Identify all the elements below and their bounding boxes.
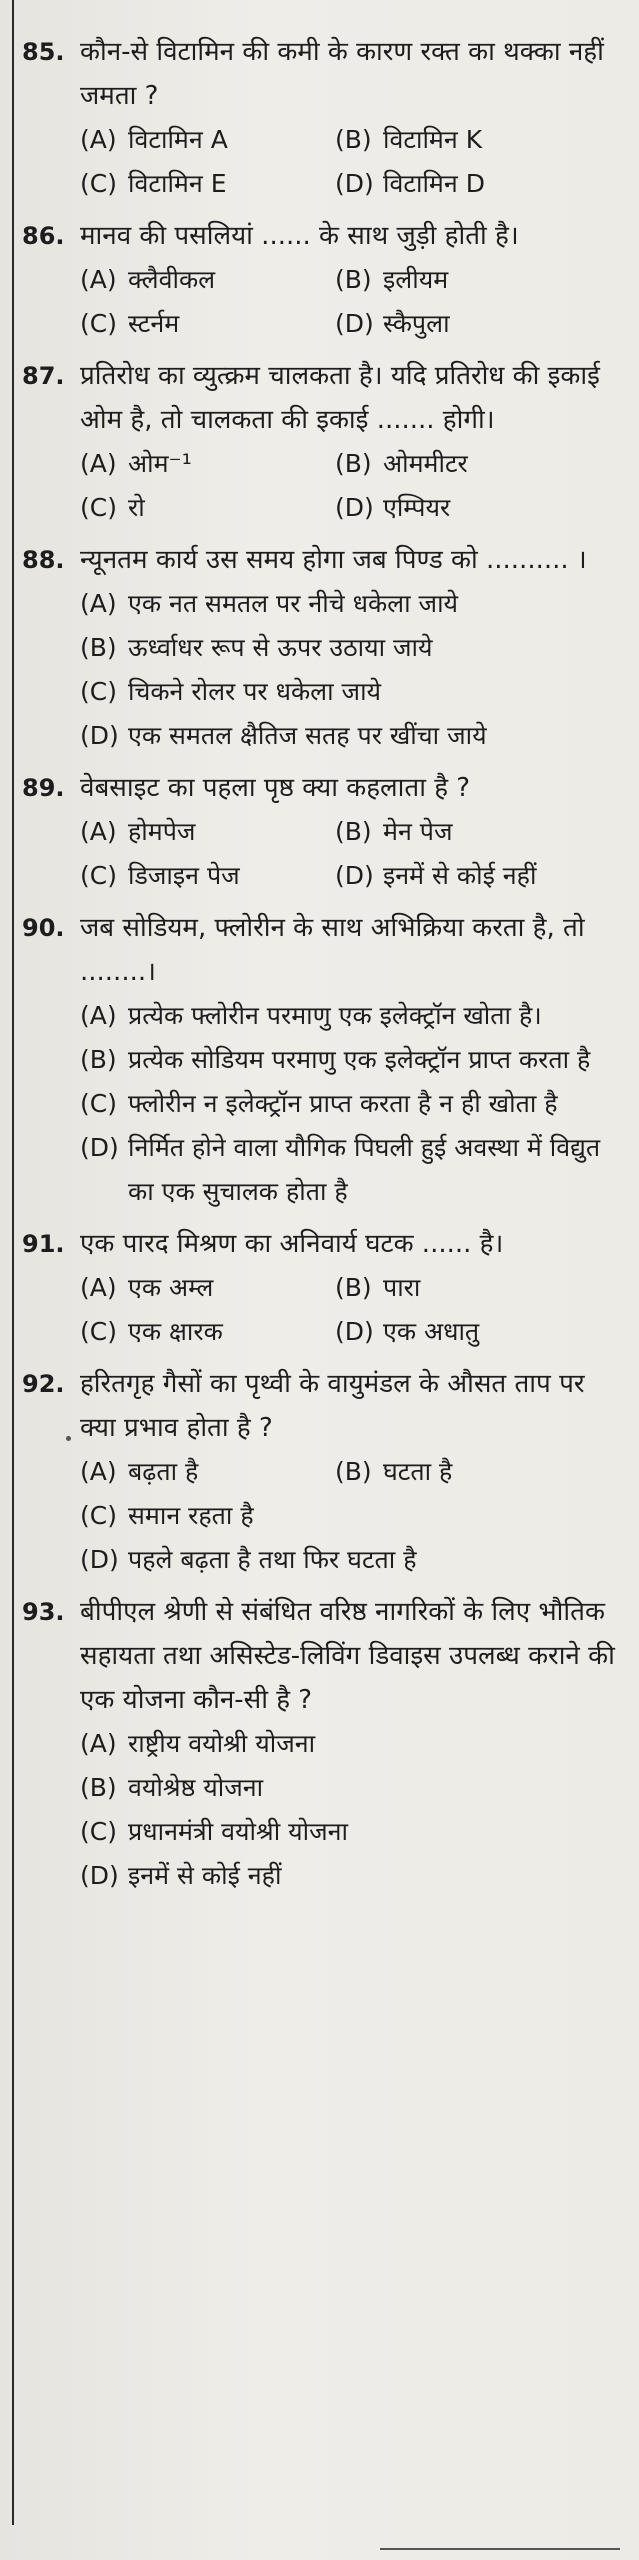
options (80, 118, 627, 206)
options (80, 1450, 627, 1582)
option (80, 442, 335, 486)
option-row (80, 442, 627, 486)
option-label: (B) (335, 265, 372, 294)
question-number: 86. (22, 222, 65, 250)
options (80, 810, 627, 898)
option-text: डिजाइन पेज (128, 861, 240, 890)
options (80, 582, 627, 758)
option-label: (A) (80, 1273, 117, 1302)
option (80, 258, 335, 302)
option-label: (D) (335, 309, 374, 338)
option-text: प्रत्येक सोडियम परमाणु एक इलेक्ट्रॉन प्राप्त करता है (128, 1045, 591, 1074)
option-label: (D) (335, 861, 374, 890)
option-row (80, 1450, 627, 1494)
option-text: प्रधानमंत्री वयोश्री योजना (128, 1817, 348, 1846)
option-text: बढ़ता है (128, 1457, 199, 1486)
option-label: (C) (80, 1089, 117, 1118)
option-label: (C) (80, 1817, 117, 1846)
option-row (80, 810, 627, 854)
option (80, 714, 625, 758)
option-label: (C) (80, 861, 117, 890)
question (22, 214, 627, 346)
option-text: पहले बढ़ता है तथा फिर घटता है (128, 1545, 417, 1574)
option (80, 854, 335, 898)
option-label: (D) (80, 1545, 119, 1574)
question-text: मानव की पसलियां ...... के साथ जुड़ी होती है। (80, 221, 519, 251)
option-label: (B) (335, 449, 372, 478)
option (80, 1038, 625, 1082)
option-label: (A) (80, 817, 117, 846)
option (80, 118, 335, 162)
option-label: (A) (80, 1729, 117, 1758)
option-label: (A) (80, 125, 117, 154)
question (22, 906, 627, 1214)
option-label: (C) (80, 309, 117, 338)
option (80, 1082, 625, 1126)
option (335, 1450, 590, 1494)
option-text: एम्पियर (383, 493, 451, 522)
question (22, 354, 627, 530)
question-text: वेबसाइट का पहला पृष्ठ क्या कहलाता है ? (80, 773, 471, 803)
option-label: (C) (80, 677, 117, 706)
option-text: ओममीटर (383, 449, 468, 478)
option-row (80, 486, 627, 530)
option (80, 1810, 625, 1854)
question-number: 89. (22, 774, 65, 802)
option (80, 1310, 335, 1354)
option (80, 670, 625, 714)
option-label: (B) (80, 1773, 117, 1802)
option-text: ओम⁻¹ (128, 449, 192, 478)
option-text: राष्ट्रीय वयोश्री योजना (128, 1729, 316, 1758)
option-row (80, 1266, 627, 1310)
option-label: (D) (335, 169, 374, 198)
option-row (80, 118, 627, 162)
option-text: पारा (383, 1273, 421, 1302)
option-text: विटामिन A (128, 125, 228, 154)
option-label: (A) (80, 589, 117, 618)
options (80, 1722, 627, 1898)
option-text: फ्लोरीन न इलेक्ट्रॉन प्राप्त करता है न ही खोता है (128, 1089, 558, 1118)
option (80, 810, 335, 854)
option-label: (A) (80, 1457, 117, 1486)
option-label: (D) (80, 1133, 119, 1162)
option (335, 162, 590, 206)
option-label: (B) (80, 633, 117, 662)
option (335, 854, 590, 898)
option (335, 118, 590, 162)
question-text: प्रतिरोध का व्युत्क्रम चालकता है। यदि प्रतिरोध की इकाई ओम है, तो चालकता की इकाई ....... होगी। (80, 361, 600, 435)
left-margin-rule (12, 0, 14, 2525)
question-text: जब सोडियम, फ्लोरीन के साथ अभिक्रिया करता है, तो ........। (80, 913, 585, 987)
option-text: वयोश्रेष्ठ योजना (128, 1773, 264, 1802)
question-number: 91. (22, 1230, 65, 1258)
option-text: प्रत्येक फ्लोरीन परमाणु एक इलेक्ट्रॉन खोता है। (128, 1001, 542, 1030)
bottom-rule (380, 2548, 620, 2550)
option-text: विटामिन K (383, 125, 483, 154)
option (80, 302, 335, 346)
option (80, 582, 625, 626)
option (335, 302, 590, 346)
option (80, 1450, 335, 1494)
options (80, 994, 627, 1214)
question (22, 30, 627, 206)
option-text: होमपेज (128, 817, 196, 846)
option-row (80, 302, 627, 346)
options (80, 1266, 627, 1354)
question-number: 92. (22, 1370, 65, 1398)
option-text: एक अधातु (383, 1317, 480, 1346)
option (80, 1126, 625, 1214)
option-label: (B) (335, 1273, 372, 1302)
option (80, 162, 335, 206)
question (22, 538, 627, 758)
option (80, 1766, 625, 1810)
question-text: एक पारद मिश्रण का अनिवार्य घटक ...... है। (80, 1229, 504, 1259)
option-text: मेन पेज (383, 817, 453, 846)
option-label: (C) (80, 1317, 117, 1346)
option-text: एक क्षारक (128, 1317, 223, 1346)
question-list (22, 30, 627, 1906)
question-number: 93. (22, 1598, 65, 1626)
option-text: स्टर्नम (128, 309, 180, 338)
option-label: (A) (80, 449, 117, 478)
question-number: 85. (22, 38, 65, 66)
option-text: विटामिन D (383, 169, 485, 198)
option-label: (B) (335, 1457, 372, 1486)
option-text: चिकने रोलर पर धकेला जाये (128, 677, 382, 706)
option (80, 1854, 625, 1898)
option (335, 442, 590, 486)
option-label: (A) (80, 1001, 117, 1030)
question-text: हरितगृह गैसों का पृथ्वी के वायुमंडल के औसत ताप पर क्या प्रभाव होता है ? (80, 1369, 585, 1443)
option-text: समान रहता है (128, 1501, 254, 1530)
question-text: न्यूनतम कार्य उस समय होगा जब पिण्ड को .......... । (80, 545, 587, 575)
question-number: 90. (22, 914, 65, 942)
question-number: 87. (22, 362, 65, 390)
option-text: विटामिन E (128, 169, 227, 198)
option-label: (C) (80, 493, 117, 522)
question (22, 766, 627, 898)
option (335, 1310, 590, 1354)
options (80, 442, 627, 530)
option-label: (A) (80, 265, 117, 294)
option (335, 486, 590, 530)
option-label: (D) (80, 1861, 119, 1890)
option (80, 486, 335, 530)
question (22, 1222, 627, 1354)
option-label: (D) (335, 1317, 374, 1346)
question (22, 1362, 627, 1582)
option-text: इनमें से कोई नहीं (383, 861, 537, 890)
option-text: एक अम्ल (128, 1273, 214, 1302)
option-row (80, 1310, 627, 1354)
option-text: स्कैपुला (383, 309, 450, 338)
question-text: कौन-से विटामिन की कमी के कारण रक्त का थक्का नहीं जमता ? (80, 37, 604, 111)
option-text: एक नत समतल पर नीचे धकेला जाये (128, 589, 459, 618)
option (80, 1538, 625, 1582)
question-text: बीपीएल श्रेणी से संबंधित वरिष्ठ नागरिकों के लिए भौतिक सहायता तथा असिस्टेड-लिविंग डिवाइस उपलब्ध कराने की एक योजना कौन-सी है ? (80, 1597, 615, 1715)
options (80, 258, 627, 346)
option (80, 1494, 625, 1538)
option-label: (C) (80, 169, 117, 198)
option-text: इनमें से कोई नहीं (128, 1861, 282, 1890)
option-row (80, 162, 627, 206)
option-label: (B) (335, 125, 372, 154)
option-text: ऊर्ध्वाधर रूप से ऊपर उठाया जाये (128, 633, 433, 662)
option-label: (C) (80, 1501, 117, 1530)
option (80, 1266, 335, 1310)
option-text: निर्मित होने वाला यौगिक पिघली हुई अवस्था में विद्युत का एक सुचालक होता है (128, 1133, 601, 1206)
option-label: (D) (335, 493, 374, 522)
option-label: (B) (335, 817, 372, 846)
option (335, 810, 590, 854)
option-row (80, 258, 627, 302)
option-label: (B) (80, 1045, 117, 1074)
option-text: क्लैवीकल (128, 265, 216, 294)
option-text: इलीयम (383, 265, 449, 294)
option (335, 1266, 590, 1310)
option (335, 258, 590, 302)
option-text: एक समतल क्षैतिज सतह पर खींचा जाये (128, 721, 487, 750)
option-row (80, 854, 627, 898)
option (80, 1722, 625, 1766)
question (22, 1590, 627, 1898)
option (80, 994, 625, 1038)
option (80, 626, 625, 670)
option-text: रो (128, 493, 145, 522)
question-number: 88. (22, 546, 65, 574)
option-text: घटता है (383, 1457, 453, 1486)
option-label: (D) (80, 721, 119, 750)
